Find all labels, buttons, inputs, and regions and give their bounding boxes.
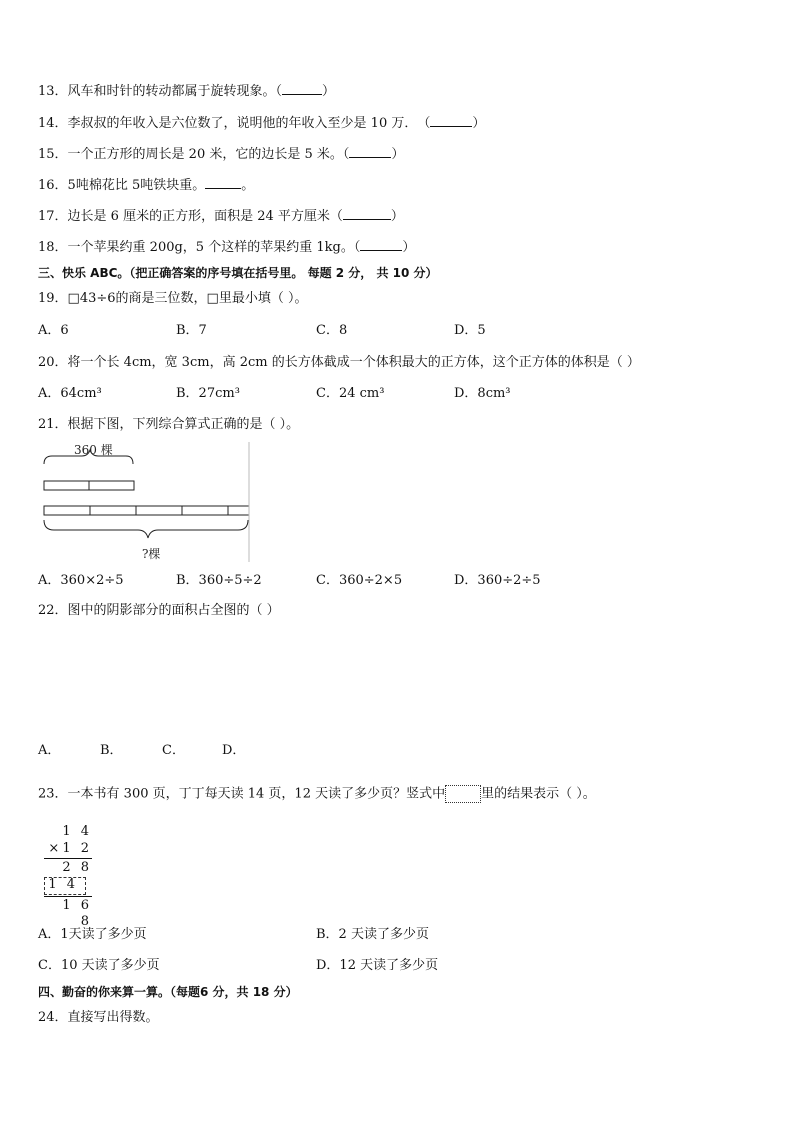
question-18: 18．一个苹果约重 200g，5 个这样的苹果约重 1kg。（ ） [38,240,416,255]
question-18-text: 18．一个苹果约重 200g，5 个这样的苹果约重 1kg。（ [38,240,361,255]
answer-blank[interactable] [343,207,391,220]
option-c[interactable]: C．10 天读了多少页 [38,958,160,973]
option-a[interactable]: A．1天读了多少页 [38,927,147,942]
question-13: 13．风车和时针的转动都属于旋转现象。（ ） [38,84,336,99]
question-19: 19．□43÷6的商是三位数，□里最小填（ ）。 [38,291,308,306]
answer-blank[interactable] [205,176,241,189]
option-c[interactable]: C．8 [316,323,348,338]
top-brace-label: 360 棵 [74,443,113,457]
question-23-text-before: 23．一本书有 300 页，丁丁每天读 14 页，12 天读了多少页？竖式中 [38,786,446,802]
question-15-text: 15．一个正方形的周长是 20 米，它的边长是 5 米。（ [38,147,350,162]
option-b[interactable]: B．27cm³ [176,386,240,401]
mult-rule [44,896,92,897]
mult-row: ×1 2 [48,841,92,856]
question-14-text: 14．李叔叔的年收入是六位数了，说明他的年收入至少是 10 万． （ [38,116,431,131]
option-d[interactable]: D．12 天读了多少页 [316,958,439,973]
option-a[interactable]: A．6 [38,323,69,338]
question-23-text-after: 里的结果表示（ ）。 [481,786,596,802]
line-segment-diagram [38,440,252,564]
option-c[interactable]: C．24 cm³ [316,386,385,401]
option-d[interactable]: D． [222,743,246,758]
mult-row: 2 8 [62,860,92,875]
mult-row: 1 4 [62,824,92,839]
question-22: 22．图中的阴影部分的面积占全图的（ ） [38,603,280,618]
question-16-text: 16．5吨棉花比 5吨铁块重。 [38,178,206,193]
option-d[interactable]: D．5 [454,323,486,338]
answer-blank[interactable] [349,145,391,158]
option-d[interactable]: D．360÷2÷5 [454,573,541,588]
answer-blank[interactable] [430,114,472,127]
dotted-box-marker [445,785,481,803]
option-c[interactable]: C． [162,743,185,758]
question-20: 20．将一个长 4cm，宽 3cm，高 2cm 的长方体截成一个体积最大的正方体，这个正方体的体积是（ ） [38,355,640,370]
section-3-title: 三、快乐 ABC。（把正确答案的序号填在括号里。 每题 2 分， 共 10 分） [38,266,438,280]
question-16: 16．5吨棉花比 5吨铁块重。 。 [38,178,255,193]
option-a[interactable]: A．360×2÷5 [38,573,124,588]
question-23 [38,785,596,804]
mult-row: 1 4 [48,877,78,892]
question-21: 21．根据下图，下列综合算式正确的是（ ）。 [38,417,300,432]
option-a[interactable]: A． [38,743,61,758]
answer-blank[interactable] [282,82,322,95]
option-a[interactable]: A．64cm³ [38,386,102,401]
section-4-title: 四、勤奋的你来算一算。（每题6 分，共 18 分） [38,985,298,999]
bottom-brace-label: ?棵 [142,547,161,561]
mult-row: 1 6 8 [62,898,92,929]
option-c[interactable]: C．360÷2×5 [316,573,403,588]
option-b[interactable]: B． [100,743,123,758]
option-b[interactable]: B．2 天读了多少页 [316,927,429,942]
question-17-text: 17．边长是 6 厘米的正方形，面积是 24 平方厘米（ [38,209,343,224]
question-14: 14．李叔叔的年收入是六位数了，说明他的年收入至少是 10 万． （ ） [38,116,486,131]
option-d[interactable]: D．8cm³ [454,386,511,401]
question-24: 24．直接写出得数。 [38,1010,159,1025]
answer-blank[interactable] [360,238,402,251]
option-b[interactable]: B．360÷5÷2 [176,573,262,588]
option-b[interactable]: B．7 [176,323,207,338]
mult-rule [44,858,92,859]
question-13-text: 13．风车和时针的转动都属于旋转现象。（ [38,84,283,99]
question-15: 15．一个正方形的周长是 20 米，它的边长是 5 米。（ ） [38,147,405,162]
question-17: 17．边长是 6 厘米的正方形，面积是 24 平方厘米（ ） [38,209,404,224]
